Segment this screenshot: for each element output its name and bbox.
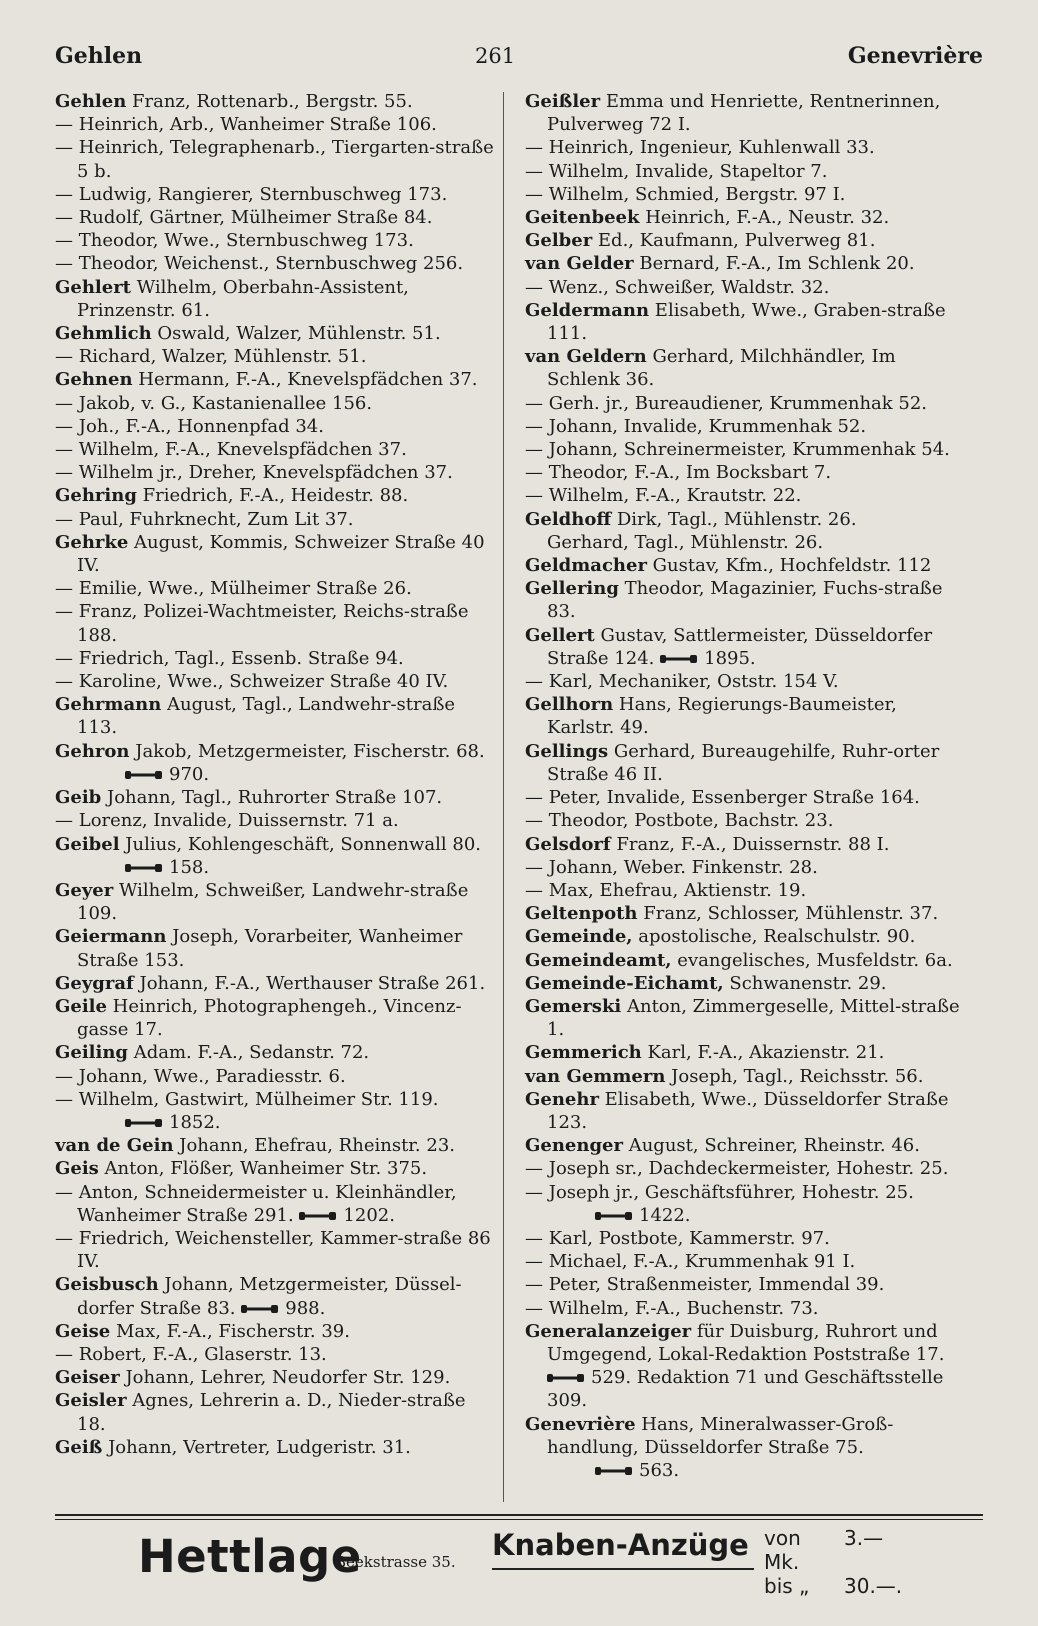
directory-subentry xyxy=(55,1088,495,1111)
directory-subentry xyxy=(55,809,495,832)
entry-surname: Geisler xyxy=(55,1390,127,1412)
directory-entry xyxy=(55,1041,495,1064)
entry-details: Max, F.-A., Fischerstr. 39. xyxy=(110,1320,350,1342)
entry-details: Friedrich, Weichensteller, Kammer-straße 86 IV. xyxy=(77,1227,491,1273)
entry-details: Robert, F.-A., Glaserstr. 13. xyxy=(78,1343,327,1365)
telephone-number: 158. xyxy=(169,856,210,878)
entry-surname: Geitenbeek xyxy=(525,207,640,229)
entry-details: Bernard, F.-A., Im Schlenk 20. xyxy=(633,253,915,275)
directory-subentry xyxy=(525,786,965,809)
entry-details: Theodor, Postbote, Bachstr. 23. xyxy=(548,810,834,832)
directory-subentry xyxy=(525,1227,965,1250)
directory-subentry xyxy=(525,1273,965,1296)
entry-details: Wilhelm jr., Dreher, Knevelspfädchen 37. xyxy=(78,462,453,484)
entry-details: evangelisches, Musfeldstr. 6a. xyxy=(671,949,953,971)
entry-surname: Geile xyxy=(55,995,107,1017)
telephone-number: 529. xyxy=(591,1367,632,1389)
directory-subentry xyxy=(525,484,965,507)
entry-details: Johann, Metzgermeister, Düssel-dorfer Straße 83. xyxy=(77,1274,462,1319)
directory-subentry xyxy=(525,438,965,461)
entry-details: Karl, Postbote, Kammerstr. 97. xyxy=(548,1227,830,1249)
entry-details: apostolische, Realschulstr. 90. xyxy=(632,926,916,948)
advertisement xyxy=(60,1520,983,1596)
directory-entry xyxy=(55,1134,495,1157)
entry-details: Joh., F.-A., Honnenpfad 34. xyxy=(78,415,324,437)
entry-details: Wilhelm, Invalide, Stapeltor 7. xyxy=(548,160,828,182)
entry-surname: Genenger xyxy=(525,1135,623,1157)
telephone-receiver-icon xyxy=(547,1373,585,1383)
telephone-receiver-icon xyxy=(125,770,163,780)
directory-entry xyxy=(525,1041,965,1064)
entry-surname: Geib xyxy=(55,787,102,809)
entry-details: Anton, Schneidermeister u. Kleinhändler, Wanheimer Straße 291. xyxy=(77,1181,457,1226)
entry-details: Franz, Polizei-Wachtmeister, Reichs-straße 188. xyxy=(77,601,469,646)
entry-details: Johann, Wwe., Paradiesstr. 6. xyxy=(78,1065,346,1087)
entry-details: Agnes, Lehrerin a. D., Nieder-straße 18. xyxy=(77,1390,466,1435)
entry-surname: Geiling xyxy=(55,1042,129,1064)
telephone-number: 1852. xyxy=(169,1111,221,1133)
directory-subentry xyxy=(525,415,965,438)
directory-subentry xyxy=(55,600,495,646)
entry-details: Peter, Invalide, Essenberger Straße 164. xyxy=(548,787,920,809)
entry-details: Michael, F.-A., Krummenhak 91 I. xyxy=(548,1251,856,1273)
directory-entry xyxy=(55,531,495,577)
directory-entry xyxy=(525,345,965,391)
column-divider xyxy=(503,92,504,1502)
telephone-line xyxy=(525,1459,965,1482)
directory-subentry xyxy=(55,229,495,252)
entry-surname: Gelber xyxy=(525,230,593,252)
entry-details: Joseph, Vorarbeiter, Wanheimer Straße 153. xyxy=(77,926,463,971)
entry-surname: Geldermann xyxy=(525,299,650,321)
directory-subentry xyxy=(525,531,965,554)
directory-subentry xyxy=(525,1157,965,1180)
directory-subentry xyxy=(525,461,965,484)
entry-details: Ludwig, Rangierer, Sternbuschweg 173. xyxy=(78,183,448,205)
entry-details: Julius, Kohlengeschäft, Sonnenwall 80. xyxy=(119,833,482,855)
directory-entry xyxy=(525,925,965,948)
entry-details: Emilie, Wwe., Mülheimer Straße 26. xyxy=(78,578,412,600)
entry-surname: Gellhorn xyxy=(525,694,614,716)
entry-details: Jakob, v. G., Kastanienallee 156. xyxy=(78,392,373,414)
entry-details: Wilhelm, Gastwirt, Mülheimer Str. 119. xyxy=(78,1088,439,1110)
entry-details: Heinrich, Telegraphenarb., Tiergarten-straße 5 b. xyxy=(77,137,494,182)
directory-entry xyxy=(55,925,495,971)
entry-surname: Geise xyxy=(55,1320,111,1342)
entry-surname: Gemeinde-Eichamt, xyxy=(525,972,724,994)
directory-entry xyxy=(525,1320,965,1413)
entry-details: Johann, Weber. Finkenstr. 28. xyxy=(548,856,818,878)
entry-details: Paul, Fuhrknecht, Zum Lit 37. xyxy=(78,508,354,530)
directory-subentry xyxy=(55,113,495,136)
header-left-keyword: Gehlen xyxy=(55,43,143,69)
directory-entry xyxy=(525,577,965,623)
directory-subentry xyxy=(525,392,965,415)
directory-subentry xyxy=(55,1181,495,1227)
directory-entry xyxy=(55,1273,495,1319)
directory-entry xyxy=(55,484,495,507)
directory-subentry xyxy=(55,392,495,415)
directory-entry xyxy=(525,995,965,1041)
directory-subentry xyxy=(55,647,495,670)
entry-details: Lorenz, Invalide, Duissernstr. 71 a. xyxy=(78,810,399,832)
entry-surname: Geiß xyxy=(55,1436,103,1458)
directory-entry xyxy=(525,1088,965,1134)
entry-surname: Gehron xyxy=(55,740,130,762)
directory-subentry xyxy=(55,508,495,531)
directory-subentry xyxy=(55,1343,495,1366)
ad-company-name: Hettlage xyxy=(138,1530,362,1583)
directory-subentry xyxy=(525,136,965,159)
entry-surname: Gellering xyxy=(525,578,619,600)
entry-surname: Gehrmann xyxy=(55,694,162,716)
directory-subentry xyxy=(55,136,495,182)
telephone-number: 1895. xyxy=(704,647,756,669)
entry-details: Heinrich, Arb., Wanheimer Straße 106. xyxy=(78,114,437,136)
entry-details: Emma und Henriette, Rentnerinnen, Pulverweg 72 I. xyxy=(547,91,941,136)
entry-details: Wilhelm, Schmied, Bergstr. 97 I. xyxy=(548,183,846,205)
directory-entry xyxy=(55,276,495,322)
entry-details: Richard, Walzer, Mühlenstr. 51. xyxy=(78,346,367,368)
directory-entry xyxy=(525,1413,965,1459)
entry-details: Johann, Vertreter, Ludgeristr. 31. xyxy=(102,1436,411,1458)
ad-price-to-label: bis „ xyxy=(764,1574,810,1598)
telephone-receiver-icon xyxy=(660,654,698,664)
entry-details: Joseph, Tagl., Reichsstr. 56. xyxy=(665,1065,924,1087)
entry-details: Adam. F.-A., Sedanstr. 72. xyxy=(128,1042,370,1064)
directory-entry xyxy=(55,786,495,809)
entry-surname: Genehr xyxy=(525,1088,599,1110)
telephone-receiver-icon xyxy=(125,863,163,873)
directory-subentry xyxy=(525,856,965,879)
directory-subentry xyxy=(55,206,495,229)
directory-entry xyxy=(525,299,965,345)
entry-details: Theodor, Magazinier, Fuchs-straße 83. xyxy=(547,578,943,623)
telephone-line xyxy=(55,1111,495,1134)
entry-surname: Geldmacher xyxy=(525,555,647,577)
directory-subentry xyxy=(55,1065,495,1088)
directory-entry xyxy=(55,368,495,391)
entry-details: Dirk, Tagl., Mühlenstr. 26. xyxy=(611,508,857,530)
entry-details: Friedrich, F.-A., Heidestr. 88. xyxy=(136,485,409,507)
telephone-number: 988. xyxy=(285,1297,326,1319)
ad-price-from-value: 3.— xyxy=(844,1526,884,1550)
directory-entry xyxy=(55,1366,495,1389)
directory-subentry xyxy=(525,1297,965,1320)
entry-details: Rudolf, Gärtner, Mülheimer Straße 84. xyxy=(78,207,433,229)
directory-entry xyxy=(525,1065,965,1088)
entry-details: Heinrich, Photographengeh., Vincenz-gasse 17. xyxy=(77,995,462,1041)
entry-details: Theodor, Wwe., Sternbuschweg 173. xyxy=(78,230,414,252)
entry-surname: Genevrière xyxy=(525,1413,636,1435)
ad-price-to-value: 30.—. xyxy=(844,1574,903,1598)
entry-details: Joseph sr., Dachdeckermeister, Hohestr. 25. xyxy=(548,1158,949,1180)
header-right-keyword: Genevrière xyxy=(847,43,983,69)
directory-subentry xyxy=(525,183,965,206)
entry-surname: Geisbusch xyxy=(55,1274,159,1296)
directory-subentry xyxy=(55,577,495,600)
directory-entry xyxy=(525,252,965,275)
directory-subentry xyxy=(55,670,495,693)
directory-subentry xyxy=(55,438,495,461)
directory-entry xyxy=(525,693,965,739)
entry-surname: Geißler xyxy=(525,91,601,112)
entry-surname: Geiser xyxy=(55,1367,120,1389)
entry-details: August, Kommis, Schweizer Straße 40 IV. xyxy=(77,531,485,577)
entry-details: Schwanenstr. 29. xyxy=(723,972,887,994)
telephone-receiver-icon xyxy=(299,1211,337,1221)
entry-details: Heinrich, Ingenieur, Kuhlenwall 33. xyxy=(548,137,875,159)
entry-details: Gerhard, Tagl., Mühlenstr. 26. xyxy=(547,531,824,553)
page-number: 261 xyxy=(474,44,516,68)
entry-surname: Gehnen xyxy=(55,369,133,391)
entry-details: für Duisburg, Ruhrort und Umgegend, Lokal-Redaktion Poststraße 17. xyxy=(547,1320,945,1365)
entry-details: Karl, Mechaniker, Oststr. 154 V. xyxy=(548,671,839,693)
directory-subentry xyxy=(525,1181,965,1204)
directory-subentry xyxy=(55,461,495,484)
entry-details: Gustav, Kfm., Hochfeldstr. 112 xyxy=(646,555,932,577)
directory-entry xyxy=(525,90,965,136)
directory-entry xyxy=(55,90,495,113)
directory-subentry xyxy=(525,276,965,299)
entry-surname: Gemeinde, xyxy=(525,926,633,948)
entry-details: Peter, Straßenmeister, Immendal 39. xyxy=(548,1274,885,1296)
directory-subentry xyxy=(525,670,965,693)
entry-details: Wilhelm, F.-A., Krautstr. 22. xyxy=(548,485,802,507)
ad-product-underline xyxy=(492,1568,754,1570)
entry-details: Karl, F.-A., Akazienstr. 21. xyxy=(641,1042,885,1064)
directory-subentry xyxy=(55,252,495,275)
entry-surname: van Geldern xyxy=(525,346,647,368)
entry-details: Elisabeth, Wwe., Graben-straße 111. xyxy=(547,299,946,345)
entry-details: Oswald, Walzer, Mühlenstr. 51. xyxy=(151,323,441,345)
entry-surname: van Gemmern xyxy=(525,1065,666,1087)
directory-subentry xyxy=(55,415,495,438)
entry-surname: Generalanzeiger xyxy=(525,1320,692,1342)
entry-surname: Geldhoff xyxy=(525,508,612,530)
entry-details: Karoline, Wwe., Schweizer Straße 40 IV. xyxy=(78,671,449,693)
entry-details: Gustav, Sattlermeister, Düsseldorfer Straße 124. xyxy=(547,624,933,669)
entry-details: Gerhard, Bureaugehilfe, Ruhr-orter Straße 46 II. xyxy=(547,740,940,785)
entry-details: Wilhelm, Oberbahn-Assistent, Prinzenstr. 61. xyxy=(77,276,409,321)
directory-subentry xyxy=(55,183,495,206)
entry-surname: Gemmerich xyxy=(525,1042,642,1064)
telephone-receiver-icon xyxy=(595,1211,633,1221)
entry-details: Friedrich, Tagl., Essenb. Straße 94. xyxy=(78,647,404,669)
entry-surname: Gellings xyxy=(525,740,609,762)
telephone-receiver-icon xyxy=(595,1466,633,1476)
entry-details: Johann, F.-A., Werthauser Straße 261. xyxy=(133,972,486,994)
directory-subentry xyxy=(525,1250,965,1273)
entry-surname: Gemeindeamt, xyxy=(525,949,672,971)
entry-details: Franz, Rottenarb., Bergstr. 55. xyxy=(126,91,413,112)
left-column xyxy=(55,90,495,1459)
entry-surname: Gehring xyxy=(55,485,137,507)
entry-details: Wenz., Schweißer, Waldstr. 32. xyxy=(548,276,830,298)
entry-details: Gerhard, Milchhändler, Im Schlenk 36. xyxy=(547,346,896,391)
entry-details: Wilhelm, F.-A., Knevelspfädchen 37. xyxy=(78,439,407,461)
entry-details: Johann, Tagl., Ruhrorter Straße 107. xyxy=(101,787,443,809)
entry-surname: Gehlen xyxy=(55,91,127,112)
directory-entry xyxy=(55,693,495,739)
entry-details: Jakob, Metzgermeister, Fischerstr. 68. xyxy=(129,740,485,762)
entry-surname: Gemerski xyxy=(525,995,622,1017)
directory-subentry xyxy=(55,345,495,368)
ad-price-from-label: von Mk. xyxy=(764,1526,801,1574)
right-column xyxy=(525,90,965,1482)
entry-details: Max, Ehefrau, Aktienstr. 19. xyxy=(548,879,807,901)
directory-entry xyxy=(55,740,495,763)
entry-details: Joseph jr., Geschäftsführer, Hohestr. 25. xyxy=(548,1181,914,1203)
entry-surname: Gellert xyxy=(525,624,595,646)
directory-entry xyxy=(55,1157,495,1180)
entry-surname: Geltenpoth xyxy=(525,903,638,925)
directory-subentry xyxy=(525,160,965,183)
footer-rule xyxy=(55,1514,983,1516)
entry-details-extra: Redaktion 71 und Geschäftsstelle 309. xyxy=(547,1367,944,1412)
directory-entry xyxy=(55,322,495,345)
entry-surname: van de Gein xyxy=(55,1135,174,1157)
entry-details: Johann, Schreinermeister, Krummenhak 54. xyxy=(548,439,950,461)
entry-surname: Geibel xyxy=(55,833,120,855)
telephone-line xyxy=(55,856,495,879)
entry-details: Franz, F.-A., Duissernstr. 88 I. xyxy=(610,833,890,855)
entry-surname: Geyer xyxy=(55,879,114,901)
entry-details: August, Tagl., Landwehr-straße 113. xyxy=(77,694,456,739)
entry-details: Ed., Kaufmann, Pulverweg 81. xyxy=(592,230,876,252)
telephone-receiver-icon xyxy=(125,1118,163,1128)
entry-details: Wilhelm, Schweißer, Landwehr-straße 109. xyxy=(77,879,469,925)
entry-details: Hans, Regierungs-Baumeister, Karlstr. 49. xyxy=(547,694,897,739)
ad-product: Knaben-Anzüge xyxy=(492,1528,749,1562)
entry-surname: Geiermann xyxy=(55,926,167,948)
directory-subentry xyxy=(55,1227,495,1273)
entry-surname: Gelsdorf xyxy=(525,833,611,855)
ad-address: Beekstrasse 35. xyxy=(335,1553,456,1571)
directory-entry xyxy=(525,206,965,229)
entry-details: Elisabeth, Wwe., Düsseldorfer Straße 123. xyxy=(547,1088,949,1133)
directory-entry xyxy=(55,995,495,1041)
telephone-number: 1422. xyxy=(639,1204,691,1226)
directory-entry xyxy=(525,949,965,972)
entry-surname: Geis xyxy=(55,1158,99,1180)
entry-details: Anton, Zimmergeselle, Mittel-straße 1. xyxy=(547,995,960,1041)
entry-details: Hans, Mineralwasser-Groß-handlung, Düsseldorfer Straße 75. xyxy=(547,1413,894,1458)
telephone-line xyxy=(525,1204,965,1227)
telephone-receiver-icon xyxy=(241,1304,279,1314)
directory-entry xyxy=(525,624,965,670)
directory-entry xyxy=(525,902,965,925)
page-header xyxy=(55,36,983,76)
telephone-number: 563. xyxy=(639,1459,680,1481)
directory-entry xyxy=(55,972,495,995)
directory-entry xyxy=(55,879,495,925)
entry-surname: van Gelder xyxy=(525,253,634,275)
entry-details: Gerh. jr., Bureaudiener, Krummenhak 52. xyxy=(548,392,928,414)
directory-entry xyxy=(525,972,965,995)
directory-entry xyxy=(55,1436,495,1459)
entry-details: Hermann, F.-A., Knevelspfädchen 37. xyxy=(132,369,478,391)
directory-entry xyxy=(525,1134,965,1157)
directory-entry xyxy=(525,554,965,577)
entry-details: Theodor, Weichenst., Sternbuschweg 256. xyxy=(78,253,464,275)
directory-entry xyxy=(525,740,965,786)
directory-entry xyxy=(525,833,965,856)
directory-entry xyxy=(525,508,965,531)
ad-price-range xyxy=(764,1526,902,1598)
entry-details: Franz, Schlosser, Mühlenstr. 37. xyxy=(637,903,939,925)
entry-details: Anton, Flößer, Wanheimer Str. 375. xyxy=(98,1158,428,1180)
telephone-number: 970. xyxy=(169,763,210,785)
directory-entry xyxy=(55,1389,495,1435)
directory-entry xyxy=(55,1320,495,1343)
entry-details: Johann, Ehefrau, Rheinstr. 23. xyxy=(173,1135,455,1157)
entry-details: Heinrich, F.-A., Neustr. 32. xyxy=(639,207,890,229)
entry-surname: Gehlert xyxy=(55,276,131,298)
entry-details: Theodor, F.-A., Im Bocksbart 7. xyxy=(548,462,832,484)
telephone-number: 1202. xyxy=(343,1204,395,1226)
entry-surname: Geygraf xyxy=(55,972,134,994)
directory-entry xyxy=(55,833,495,856)
directory-entry xyxy=(525,229,965,252)
directory-subentry xyxy=(525,879,965,902)
telephone-line xyxy=(55,763,495,786)
entry-surname: Gehrke xyxy=(55,531,129,553)
entry-details: Johann, Lehrer, Neudorfer Str. 129. xyxy=(119,1367,451,1389)
entry-surname: Gehmlich xyxy=(55,323,152,345)
entry-details: Wilhelm, F.-A., Buchenstr. 73. xyxy=(548,1297,819,1319)
entry-details: August, Schreiner, Rheinstr. 46. xyxy=(622,1135,920,1157)
directory-subentry xyxy=(525,809,965,832)
entry-details: Johann, Invalide, Krummenhak 52. xyxy=(548,415,867,437)
